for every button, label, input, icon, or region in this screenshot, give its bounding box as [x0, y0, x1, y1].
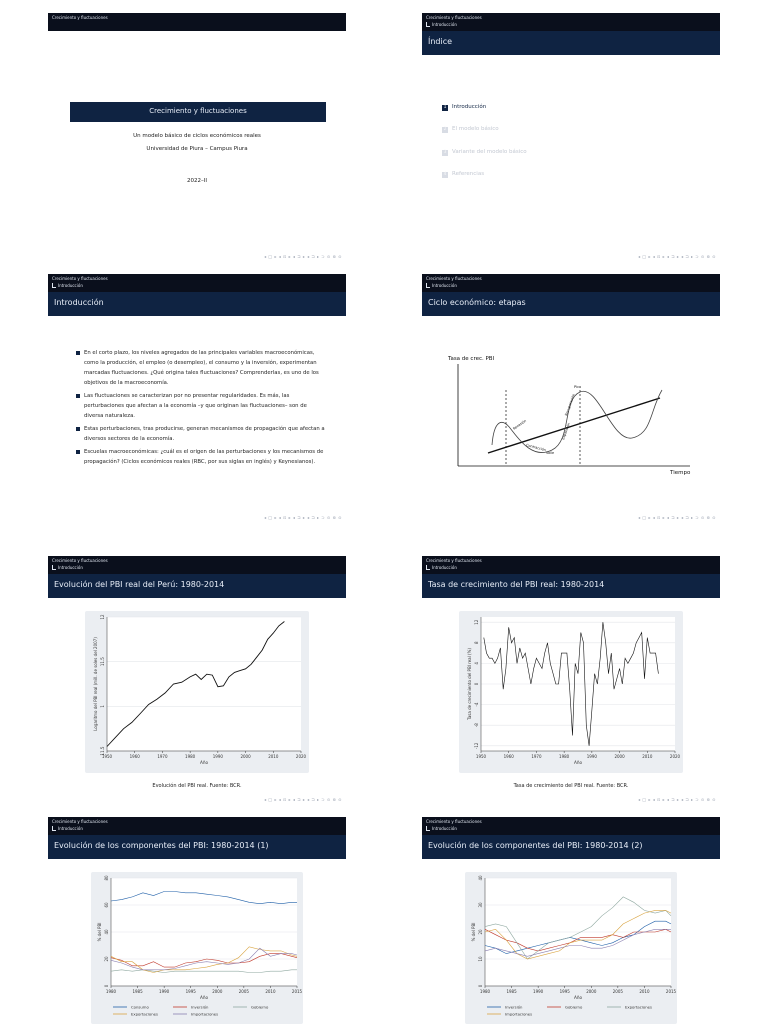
beamer-nav-icons[interactable]: ◂ □ ▸ ◂ ⊡ ▸ ◂ ⊐ ▸ ◂ ⊐ ▸ ⊃ ⊙ ⊚ ⊙	[264, 515, 342, 520]
slide-heading: Tasa de crecimiento del PBI real: 1980-2014	[428, 580, 605, 589]
chart-panel	[459, 611, 683, 773]
x-tick-label: 1980	[559, 754, 570, 759]
y-tick-label: 4	[474, 662, 479, 665]
slide-title-bar	[422, 574, 720, 598]
x-tick-label: 1995	[185, 989, 196, 994]
slide-title-bar	[48, 574, 346, 598]
x-tick-label: 1985	[132, 989, 143, 994]
y-tick-label: 12	[100, 614, 105, 620]
subsection-label: Introducción	[58, 565, 83, 570]
slide-components-2	[422, 817, 720, 1024]
slide-components-1	[48, 817, 346, 1024]
top-bar	[422, 556, 720, 574]
slide-title-bar	[422, 31, 720, 55]
slide-title-bar	[48, 292, 346, 316]
institution: Universidad de Piura – Campus Piura	[146, 146, 248, 152]
top-bar	[48, 817, 346, 835]
section-label: Crecimiento y fluctuaciones	[52, 819, 108, 824]
x-axis-label: Año	[199, 760, 209, 765]
top-bar	[48, 274, 346, 292]
label-peak: Pico	[574, 385, 582, 389]
slide-heading: Evolución de los componentes del PBI: 1980-2014 (1)	[54, 841, 269, 850]
x-tick-label: 1985	[506, 989, 517, 994]
subsection-label: Introducción	[58, 283, 83, 288]
chart-panel	[91, 872, 303, 1024]
y-tick-label: 12	[474, 619, 479, 625]
x-tick-label: 2005	[238, 989, 249, 994]
x-tick-label: 2000	[586, 989, 597, 994]
x-tick-label: 1950	[101, 754, 113, 759]
slide-index	[422, 13, 720, 263]
x-tick-label: 2000	[614, 754, 625, 759]
label-expansion: Expansión	[561, 422, 571, 441]
legend-label: Importaciones	[505, 1011, 533, 1017]
chart-gdp-growth	[459, 611, 683, 773]
x-axis-label: Año	[573, 760, 583, 765]
y-axis-label: % del PBI	[97, 922, 102, 942]
slide-heading: Ciclo económico: etapas	[428, 298, 526, 307]
bullet-item: En el corto plazo, los niveles agregados de las principales variables macroeconómicas, como la producción, el empleo (o desempleo), el consumo y la inversión, experimentan marcadas fluctuaciones. ¿Qué origina tales fluctuaciones? Comprenderlas, es uno de los objetivos de la macroeconomía.	[76, 348, 326, 388]
x-tick-label: 1970	[157, 754, 168, 759]
subsection-label: Introducción	[432, 565, 457, 570]
chart-gdp-log	[85, 611, 309, 773]
slide-heading: Evolución de los componentes del PBI: 1980-2014 (2)	[428, 841, 643, 850]
top-bar	[422, 817, 720, 835]
subsection-label: Introducción	[432, 826, 457, 831]
slide-title	[48, 13, 346, 263]
legend-label: Importaciones	[191, 1011, 219, 1017]
y-tick-label: 40	[104, 929, 109, 935]
x-tick-label: 1970	[531, 754, 542, 759]
toc-item-3[interactable]: 3 Variante del modelo básico	[443, 149, 527, 155]
legend-label: Exportaciones	[625, 1004, 652, 1010]
section-label: Crecimiento y fluctuaciones	[52, 276, 108, 281]
plot-area	[107, 617, 301, 751]
chart-gdp-components-1	[91, 872, 303, 1024]
subsection-hook-icon	[52, 283, 56, 288]
slide-gdp-growth	[422, 556, 720, 806]
x-tick-label: 2010	[265, 989, 276, 994]
figure-caption: Tasa de crecimiento del PBI real. Fuente: BCR.	[513, 783, 629, 789]
subsection-hook-icon	[52, 565, 56, 570]
y-axis-label: Tasa de crec. PBI	[448, 356, 495, 362]
slide-introduction	[48, 274, 346, 524]
label-recession: Recesión	[512, 418, 528, 431]
beamer-nav-icons[interactable]: ◂ □ ▸ ◂ ⊡ ▸ ◂ ⊐ ▸ ◂ ⊐ ▸ ⊃ ⊙ ⊚ ⊙	[264, 797, 342, 802]
x-tick-label: 2000	[240, 754, 251, 759]
bullet-item: Estas perturbaciones, tras producirse, generan mecanismos de propagación que afectan a diversos sectores de la economía.	[76, 424, 326, 444]
legend-label: Consumo	[131, 1004, 149, 1010]
slide-heading: Introducción	[54, 298, 104, 307]
x-tick-label: 2020	[295, 754, 307, 759]
y-tick-label: 0	[478, 984, 483, 988]
slide-gdp-evolution	[48, 556, 346, 806]
figure-caption: Evolución del PBI real. Fuente: BCR.	[152, 783, 242, 789]
y-tick-label: 60	[104, 902, 109, 908]
bullet-item: Escuelas macroeconómicas: ¿cuál es el origen de las perturbaciones y los mecanismos de propagación? (Ciclos económicos reales (RBC, por sus siglas en inglés) y Keynesianos).	[76, 447, 326, 467]
y-tick-label: 20	[478, 929, 483, 935]
x-tick-label: 1990	[159, 989, 170, 994]
subsection-hook-icon	[426, 826, 430, 831]
slide-heading: Evolución del PBI real del Perú: 1980-2014	[54, 580, 225, 589]
x-axis-label: Año	[573, 995, 583, 1000]
beamer-nav-icons[interactable]: ◂ □ ▸ ◂ ⊡ ▸ ◂ ⊐ ▸ ◂ ⊐ ▸ ⊃ ⊙ ⊚ ⊙	[638, 254, 716, 259]
subtitle: Un modelo básico de ciclos económicos reales	[133, 133, 261, 139]
chart-gdp-components-2	[465, 872, 677, 1024]
beamer-nav-icons[interactable]: ◂ □ ▸ ◂ ⊡ ▸ ◂ ⊐ ▸ ◂ ⊐ ▸ ⊃ ⊙ ⊚ ⊙	[638, 797, 716, 802]
slide-heading: Índice	[428, 37, 453, 46]
toc-item-1[interactable]: 1 Introducción	[443, 104, 487, 110]
slide-title-bar	[422, 835, 720, 859]
x-tick-label: 1980	[105, 989, 117, 994]
bullet-item: Las fluctuaciones se caracterizan por no presentar regularidades. Es más, las perturbaciones que afectan a la economía –y que originan las fluctuaciones– son de diversa naturaleza.	[76, 391, 326, 421]
x-tick-label: 2000	[212, 989, 223, 994]
y-tick-label: 40	[478, 875, 483, 881]
y-tick-label: -12	[474, 742, 479, 750]
legend-label: Gobierno	[251, 1004, 269, 1010]
beamer-nav-icons[interactable]: ◂ □ ▸ ◂ ⊡ ▸ ◂ ⊐ ▸ ◂ ⊐ ▸ ⊃ ⊙ ⊚ ⊙	[264, 254, 342, 259]
y-tick-label: 8	[474, 641, 479, 645]
y-axis-label: Tasa de crecimiento del PBI real (%)	[467, 648, 472, 720]
top-bar	[48, 13, 346, 31]
x-tick-label: 1950	[475, 754, 487, 759]
x-tick-label: 2010	[642, 754, 653, 759]
subsection-label: Introducción	[58, 826, 83, 831]
x-tick-label: 2010	[268, 754, 279, 759]
x-tick-label: 1995	[559, 989, 570, 994]
slide-title-bar	[48, 835, 346, 859]
y-tick-label: 10	[478, 956, 483, 962]
label-valley: Valle	[546, 451, 555, 455]
x-tick-label: 1990	[212, 754, 223, 759]
x-axis-label: Tiempo	[670, 470, 691, 476]
x-tick-label: 1960	[129, 754, 140, 759]
subsection-hook-icon	[426, 283, 430, 288]
business-cycle-diagram	[422, 350, 720, 490]
beamer-nav-icons[interactable]: ◂ □ ▸ ◂ ⊡ ▸ ◂ ⊐ ▸ ◂ ⊐ ▸ ⊃ ⊙ ⊚ ⊙	[638, 515, 716, 520]
y-tick-label: 11.5	[100, 657, 105, 667]
section-label: Crecimiento y fluctuaciones	[426, 276, 482, 281]
y-tick-label: 0	[474, 682, 479, 686]
toc-item-2[interactable]: 2 El modelo básico	[443, 126, 499, 132]
y-axis-label: Logaritmo del PBI real (mill. de soles del 2007)	[93, 637, 98, 731]
top-bar	[48, 556, 346, 574]
presentation-title: Crecimiento y fluctuaciones	[149, 107, 247, 115]
subsection-hook-icon	[52, 826, 56, 831]
y-tick-label: 11.5	[100, 746, 105, 756]
bullet-list	[76, 348, 326, 470]
x-tick-label: 1980	[479, 989, 491, 994]
slide-title-bar	[422, 292, 720, 316]
x-tick-label: 2020	[669, 754, 681, 759]
x-tick-label: 2005	[612, 989, 623, 994]
section-label: Crecimiento y fluctuaciones	[426, 15, 482, 20]
subsection-label: Introducción	[432, 22, 457, 27]
legend-label: Gobierno	[565, 1004, 583, 1010]
x-tick-label: 1990	[586, 754, 597, 759]
legend-label: Exportaciones	[131, 1011, 158, 1017]
section-label: Crecimiento y fluctuaciones	[426, 819, 482, 824]
y-tick-label: 1	[100, 705, 105, 708]
title-box	[70, 102, 326, 122]
subsection-label: Introducción	[432, 283, 457, 288]
top-bar	[422, 13, 720, 31]
legend-label: Inversión	[191, 1004, 209, 1010]
label-recovery: Recuperación	[564, 393, 576, 417]
subsection-hook-icon	[426, 22, 430, 27]
x-tick-label: 2010	[639, 989, 650, 994]
subsection-hook-icon	[426, 565, 430, 570]
section-label: Crecimiento y fluctuaciones	[426, 558, 482, 563]
chart-panel	[465, 872, 677, 1024]
x-tick-label: 1960	[503, 754, 514, 759]
y-tick-label: 80	[104, 875, 109, 881]
y-tick-label: -8	[474, 723, 479, 728]
x-tick-label: 2015	[291, 989, 303, 994]
section-label: Crecimiento y fluctuaciones	[52, 558, 108, 563]
legend-label: Inversión	[505, 1004, 523, 1010]
y-tick-label: 20	[104, 956, 109, 962]
x-axis-label: Año	[199, 995, 209, 1000]
y-tick-label: 30	[478, 902, 483, 908]
slide-business-cycle	[422, 274, 720, 524]
y-tick-label: 0	[104, 984, 109, 988]
toc-item-4[interactable]: 4 Referencias	[443, 171, 485, 177]
x-tick-label: 2015	[665, 989, 677, 994]
top-bar	[422, 274, 720, 292]
y-tick-label: -4	[474, 702, 479, 707]
y-axis-label: % del PBI	[471, 922, 476, 942]
date: 2022–II	[187, 178, 207, 184]
chart-panel	[85, 611, 309, 773]
x-tick-label: 1990	[533, 989, 544, 994]
section-label: Crecimiento y fluctuaciones	[52, 15, 108, 20]
label-contraction: Contracción	[525, 443, 547, 453]
x-tick-label: 1980	[185, 754, 196, 759]
